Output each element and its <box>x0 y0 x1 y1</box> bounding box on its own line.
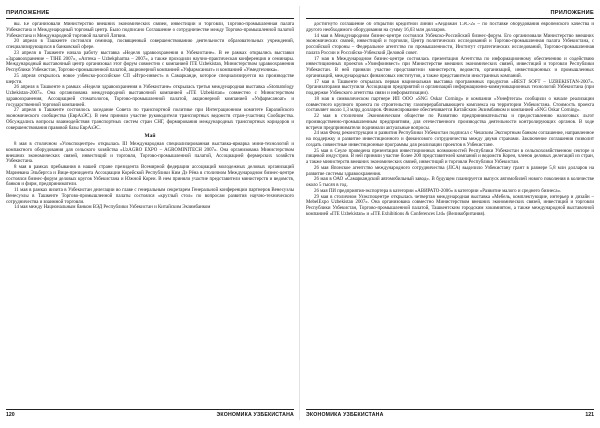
left-page-body <box>6 22 294 406</box>
chronicle-paragraph: 18 мая в символическом партнере ИП ООО «SNG Oskar Corning» и компании «Узнефтегаз» сообщили о начале реализации совместного крупного проекта по строительству газоперерабатывающего комплекса на территории Узбекистана. Стоимость проекта составляет около 1,3 млрд долларов. Финансирование обеспечивается Китайским Экзимбанком и компанией «SNG Oskar Corning». <box>306 96 594 114</box>
chronicle-paragraph: 27 апреля в Ташкенте состоялось заседание Совета по транспортной политике при Интеграционном комитете Евразийского экономического сообщества (ЕврАзЭС). В нем приняли участие руководители транспортных ведомств стран-участниц Сообщества. Обсуждались вопросы взаимодействия транспортных систем стран СНГ, формирования международных транспортных коридоров и совершенствования правовой базы ЕврАзЭС. <box>6 108 294 131</box>
chronicle-paragraph: вы. Ее организовали Министерство внешних экономических связей, инвестиций и торговли, Торгово-промышленная палата Узбекистана и Международный торговый центр. Было подписано Соглашение о сотрудничестве между Торгово-промышленной палатой Узбекистана и Международной торговой палатой Латвии. <box>6 22 294 39</box>
right-header-title: ПРИЛОЖЕНИЕ <box>550 10 594 16</box>
right-footer-title: ЭКОНОМИКА УЗБЕКИСТАНА <box>306 412 384 418</box>
chronicle-paragraph: 14 мая между Национальным банком ВЭД Республики Узбекистан и Китайским Экзимбанком <box>14 205 211 211</box>
left-page-number: 120 <box>6 412 15 418</box>
chronicle-paragraph: 23 апреля в Ташкенте начала работу выставка «Неделя здравоохранения в Узбекистане». В ее рамках открылись выставки «Здравоохранение – TIHE 2007», «Аптека – Uzbekpharma – 2007», а также проходили научно-практическая конференция и семинары. Международный выставочный центр организовал этот форум совместно с компанией ITE Uzbekistan, Министерством здравоохранения Республики Узбекистан, Торгово-промышленной палатой, акционерной компанией «Узфармсаноат» и компанией «Узмедтехника». <box>6 50 294 73</box>
right-page <box>306 6 594 420</box>
chronicle-paragraph: 24 мая Фонд реконструкции и развития Республики Узбекистан подписал с Чешским Экспортным банком соглашение, направленное на поддержку и развитие инвестиционного и финансового сотрудничества между двумя странами. Заключение соглашения позволит создать совместные инвестиционные программы для реализации проектов в Узбекистане. <box>306 131 594 148</box>
left-header-title: ПРИЛОЖЕНИЕ <box>6 10 50 16</box>
chronicle-paragraph: 17 мая в Ташкенте открылась первая национальная выставка программных продуктов «BEST SOFT – UZBEKISTAN-2007». Организаторами выступили Ассоциация предприятий и организаций информационно-коммуникационных технологий Узбекистана (при поддержке Узбекского агентства связи и информатизации). <box>306 79 594 96</box>
chronicle-paragraph: 20 апреля в Ташкенте состоялся семинар, посвященный совершенствованию деятельности образовательных учреждений, специализирующихся в банковской сфере. <box>6 39 294 50</box>
left-footer-title: ЭКОНОМИКА УЗБЕКИСТАНА <box>216 412 294 418</box>
chronicle-paragraph: достигнуто соглашение об открытии кредитной линии «Андижан ТЭС-2» – по поставке оборудования европейского качества и другого необходимого оборудования на сумму 16,03 млн долларов. <box>306 22 594 33</box>
chronicle-paragraph: 26 апреля в Ташкенте в рамках «Недели здравоохранения в Узбекистане» открылась третья международная выставка «Stomatology Uzbekistan-2007». Она организована международной выставочной компанией «ITE Uzbekistan» совместно с Министерством здравоохранения, Ассоциацией стоматологов, Торгово-промышленной палатой, акционерной компанией «Узфармсаноат» и государственной торговой компанией. <box>6 85 294 108</box>
chronicle-paragraph: 17 мая в Международном бизнес-центре состоялась презентация Агентства по информационному обеспечению и содействию инвестиционных проектов «Узинфоинвест» при Министерстве внешних экономических связей, инвестиций и торговли Республики Узбекистан. В ней приняли участие представители министерств, ведомств, организаций, инвестиционных и промышленных организаций, международных финансовых институтов, а также представители иностранных компаний. <box>306 56 594 79</box>
month-heading: Май <box>144 133 156 140</box>
right-page-header <box>306 6 594 19</box>
chronicle-paragraph: 14 мая в Международном бизнес-центре состоялся Узбекско-Российский бизнес-форум. Его организовали Министерство внешних экономических связей, инвестиций и торговли, Центр политических исследований и Торгово-промышленная палата Узбекистана, с российской стороны – Федеральное агентство по промышленности, Институт стратегических исследований, Торгово-промышленная палата России и Российско-Узбекский Деловой совет. <box>306 33 594 56</box>
right-page-footer <box>306 409 594 420</box>
chronicle-paragraph: 26 мая Японское агентство международного сотрудничества (JICA) выделило Узбекистану грант в размере 5,8 млн долларов на развитие системы здравоохранения. <box>306 165 594 177</box>
chronicle-paragraph: 22 мая в столичном Экономическом обществе по Развитию предпринимательства и предоставлению налоговых льгот производственно-промышленным предприятиям, для отечественного производства деятельности контролирующих органов. В ходе встречи предприниматели поднимали актуальные вопросы. <box>306 114 594 131</box>
chronicle-paragraph: 11 мая в рамках визита в Узбекистан делегации во главе с генеральным секретарем Генеральной конференции партнеров Венесуэлы Венесуэлы в Ташкенте Торгово-промышленной палаты состоялся «круглый стол» по вопросам развития научно-технического сотрудничества и взаимной торговли. <box>6 188 294 205</box>
left-page <box>6 6 294 420</box>
chronicle-paragraph: 29 мая в столичном Узэкспоцентре открылась четвертая международная выставка «Мебель, комплектующие, интерьер и дизайн – MebelExpo Uzbekistan 2007». Она организована совместно Министерством внешних экономических связей, инвестиций и торговли Республики Узбекистан, Торгово-промышленной палатой, Ташкентским городским хокимиятом, а также международной выставочной компанией «ITE Uzbekistan» и «ITE Exhibitions & Conferences Ltd» (Великобритания). <box>306 194 594 217</box>
right-page-body <box>306 22 594 406</box>
left-page-footer <box>6 409 294 420</box>
chronicle-paragraph: 26 мая ПИ предприятия-экспортера в категории «АВИРАТО-2006» в категории «Развитие малого и среднего бизнеса». <box>314 188 562 194</box>
chronicle-paragraph: 25 мая в Сеуле проведена презентация инвестиционных возможностей Республики Узбекистан в сельскохозяйственном секторе и пищевой индустрии. В ней приняли участие более 200 представителей компаний и ведомств Кореи, членов деловых делегаций из стран, а также министерств внешних экономических связей, инвестиций и торговли Республики Узбекистан. <box>306 148 594 165</box>
page-gutter <box>299 6 300 420</box>
chronicle-paragraph: 8 мая в рамках пребывания в нашей стране президента Всемирной федерации ассоциаций молодежных деловых организаций Мариевана Эльбергса и Вице-президента Ассоциации Корейской Республики Ким Дэ Рёна в столичном Международном бизнес-центре состоялся бизнес-форум деловых кругов Узбекистана и Южной Кореи. В нем приняли участие представители министерств и ведомств, банков и фирм, предприниматели. <box>6 165 294 188</box>
right-page-number: 121 <box>585 412 594 418</box>
chronicle-paragraph: 8 мая в столичном «Узэкспоцентре» открылась III Международная специализированная выставка-ярмарка мини-технологий и компактного оборудования для сельского хозяйства «UzAGRO EXPO – AGROMINITECH 2007». Она организована Министерством внешних экономических связей, инвестиций и торговли, Торгово-промышленной палатой, Ассоциацией фермерских хозяйств Узбекистана. <box>6 142 294 165</box>
chronicle-paragraph: 25 апреля открылось новое узбекско-российское СП «Итро-инвест» в Самарканде, которое специализируется на производстве шерсти. <box>6 73 294 85</box>
left-page-header <box>6 6 294 19</box>
chronicle-paragraph: 26 мая в ОАО «Самаркандский автомобильный завод». В будущем планируется выпуск автомобилей нового поколения в количестве около 5 тысяч в год. <box>306 177 594 188</box>
